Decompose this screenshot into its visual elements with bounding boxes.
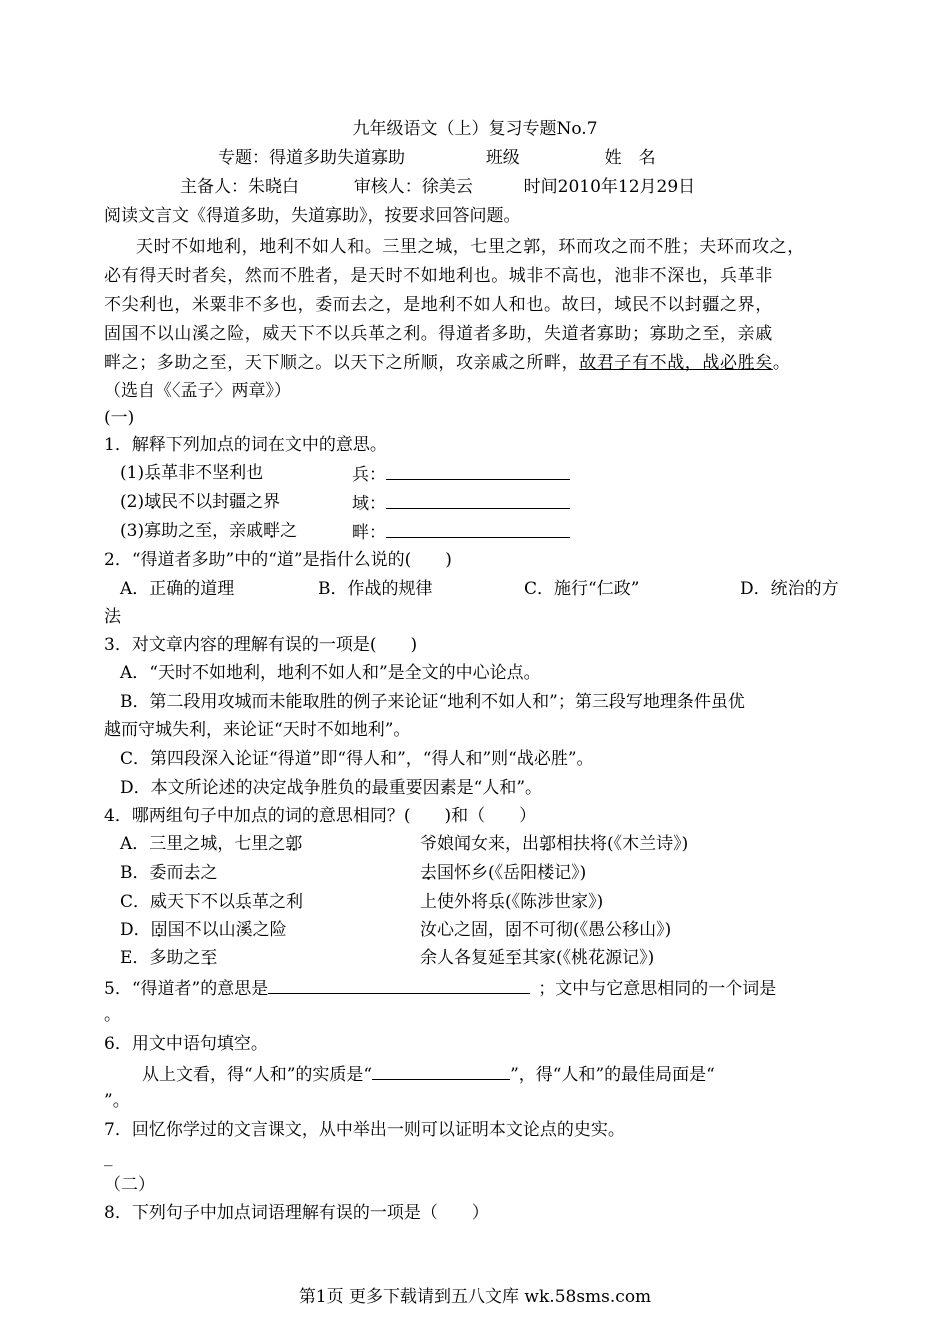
option-e-right: 余人各复延至其家(《桃花源记》) [420, 948, 655, 968]
author-line [180, 176, 695, 198]
option-c: C．第四段深入论证“得道”即“得人和”，“得人和”则“战必胜”。 [120, 749, 594, 769]
option-a-right: 爷娘闻女来，出郭相扶将(《木兰诗》) [420, 834, 689, 854]
question-7-stem: 7．回忆你学过的文言课文，从中举出一则可以证明本文论点的史实。 [104, 1120, 625, 1140]
question-1-item-1: (1)兵革非不坚利也 [120, 463, 264, 483]
underlined-sentence: 故君子有不战，战必胜矣 [579, 353, 773, 373]
class-label: 班级 [485, 148, 520, 168]
dotted-word: 域 [144, 492, 162, 512]
dotted-word: 去 [420, 863, 437, 883]
option-a-left: A．三里之城，七里之郭 [120, 834, 303, 854]
dotted-word: 兵 [144, 463, 162, 483]
question-6-end: ”。 [104, 1091, 130, 1111]
dotted-word: 畔 [263, 521, 281, 541]
option-a: A．正确的道理 [120, 579, 235, 599]
passage-line: 固国不以山溪之险，威天下不以兵革之利。得道者多助，失道者寡助；寡助之至，亲戚 [104, 324, 773, 344]
dotted-word: 兵 [235, 892, 253, 912]
answer-blank-3[interactable]: 畔： [352, 520, 570, 544]
option-b-right: 去国怀乡(《岳阳楼记》) [420, 863, 587, 883]
dotted-word: 郭 [285, 834, 303, 854]
dotted-word: 至 [505, 948, 522, 968]
question-4-stem: 4．哪两组句子中加点的词的意思相同？( )和（ ） [104, 806, 537, 826]
question-6-stem: 6．用文中语句填空。 [104, 1034, 268, 1054]
option-c-left: C．威天下不以兵革之利 [120, 892, 304, 912]
answer-blank-1[interactable]: 兵： [352, 462, 570, 486]
passage-source: （选自《〈孟子〉两章》） [104, 381, 291, 401]
answer-blank[interactable] [372, 1062, 510, 1080]
dotted-word: 固 [150, 920, 168, 940]
reviewer: 审核人：徐美云 [353, 177, 473, 197]
dotted-word: 至 [200, 948, 218, 968]
document-title: 九年级语文（上）复习专题No.7 [352, 119, 598, 139]
option-e-left: E．多助之至 [120, 948, 218, 968]
option-b: B．作战的规律 [318, 579, 433, 599]
question-1-item-3: (3)寡助之至，亲戚畔之 [120, 521, 298, 541]
option-b-wrap: 越而守城失利，来论证“天时不如地利”。 [104, 720, 411, 740]
author: 主备人：朱晓白 [180, 177, 299, 197]
dotted-word: 去 [183, 863, 201, 883]
answer-blank[interactable] [268, 976, 530, 994]
answer-mark[interactable]: _ [104, 1147, 113, 1167]
question-8-stem: 8．下列句子中加点词语理解有误的一项是（ ） [104, 1203, 489, 1223]
question-1-item-2: (2)域民不以封疆之界 [120, 492, 281, 512]
intro: 阅读文言文《得道多助，失道寡助》，按要求回答问题。 [104, 206, 521, 226]
question-5-end: 。 [104, 1005, 121, 1025]
question-3-stem: 3．对文章内容的理解有误的一项是( ) [104, 635, 418, 655]
name-label: 姓 名 [604, 148, 656, 168]
option-b: B．第二段用攻城而未能取胜的例子来论证“地利不如人和”；第三段写地理条件虽优 [120, 692, 745, 712]
page-footer: 第1页 更多下载请到五八文库 wk.58sms.com [298, 1287, 652, 1307]
option-d: D．本文所论述的决定战争胜负的最重要因素是“人和”。 [120, 778, 543, 798]
topic-line [218, 147, 656, 169]
passage-line: 不尖利也，米粟非不多也，委而去之，是地利不如人和也。故曰，域民不以封疆之界， [104, 295, 773, 315]
topic-label: 专题：得道多助失道寡助 [218, 148, 405, 168]
passage-line: 必有得天时者矣，然而不胜者，是天时不如地利也。城非不高也，池非不深也，兵革非 [104, 266, 773, 286]
section-two-label: （二） [104, 1175, 155, 1195]
option-c-right: 上使外将兵(《陈涉世家》) [420, 892, 604, 912]
date: 时间2010年12月29日 [523, 177, 696, 197]
passage-line: 畔之；多助之至，天下顺之。以天下之所顺，攻亲戚之所畔，故君子有不战，战必胜矣。 [104, 353, 791, 373]
dotted-word: 固 [505, 920, 522, 940]
section-one-label: (一) [104, 408, 135, 428]
option-d-left: D．固国不以山溪之险 [120, 920, 287, 940]
question-1-stem: 1．解释下列加点的词在文中的意思。 [104, 435, 387, 455]
question-2-stem: 2．“得道者多助”中的“道”是指什么说的( ) [104, 550, 452, 570]
answer-blank-2[interactable]: 域： [352, 491, 570, 515]
passage-line: 天时不如地利，地利不如人和。三里之城，七里之郭，环而攻之而不胜；夫环而攻之， [136, 237, 805, 257]
option-d-right: 汝心之固，固不可彻(《愚公移山》) [420, 920, 672, 940]
dotted-word: 郭 [539, 834, 556, 854]
question-5: 5．“得道者”的意思是 ；文中与它意思相同的一个词是 [104, 976, 776, 1000]
dotted-word: 兵 [488, 892, 505, 912]
option-c: C．施行“仁政” [524, 579, 640, 599]
option-a: A．“天时不如地利，地利不如人和”是全文的中心论点。 [120, 663, 541, 683]
option-b-left: B．委而去之 [120, 863, 218, 883]
question-6-fill: 从上文看，得“人和”的实质是“ ”，得“人和”的最佳局面是“ [142, 1062, 715, 1086]
option-d-wrap: 法 [104, 607, 121, 627]
option-d: D．统治的方 [740, 579, 839, 599]
